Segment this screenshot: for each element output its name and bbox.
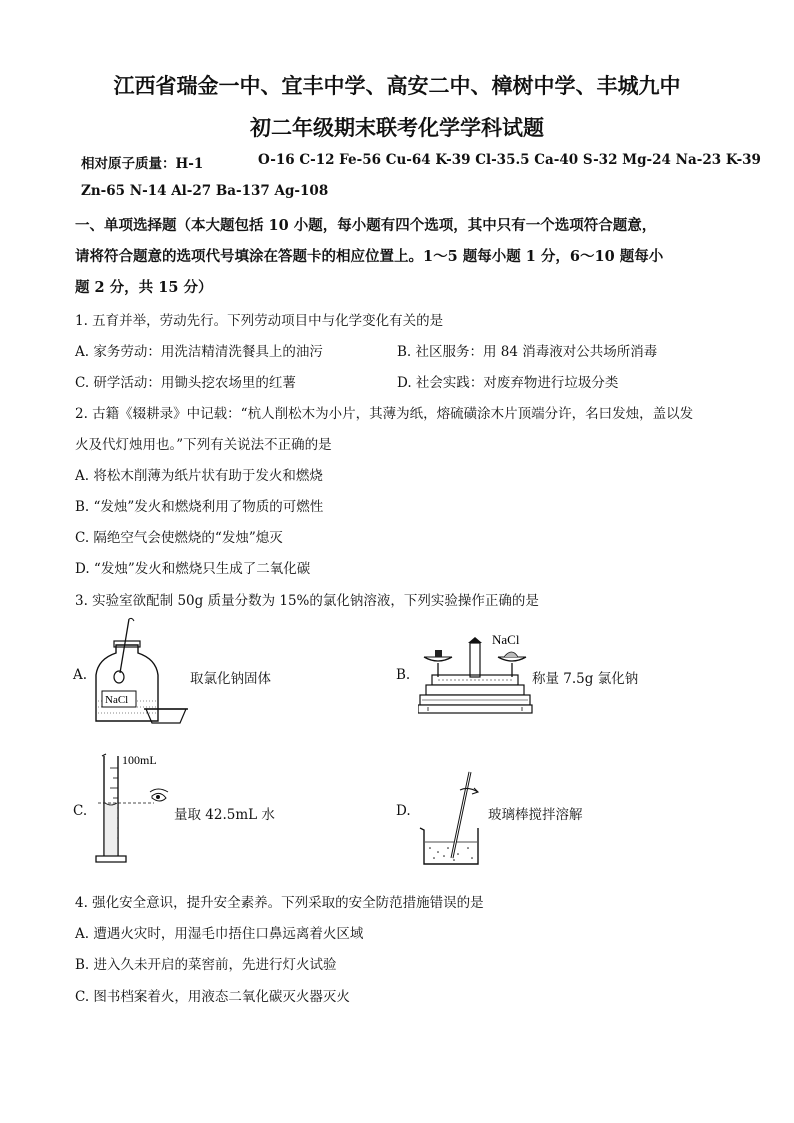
q2-option-a: A. 将松木削薄为纸片状有助于发火和燃烧: [75, 468, 323, 484]
q2-option-d: D. “发烛”发火和燃烧只生成了二氧化碳: [75, 561, 311, 577]
balance-figure: [418, 625, 538, 720]
q3-option-a-letter: A.: [73, 667, 88, 683]
q3-option-d-letter: D.: [396, 803, 411, 819]
q1-option-c: C. 研学活动：用锄头挖农场里的红薯: [75, 375, 296, 391]
exam-title-line1: 江西省瑞金一中、宜丰中学、高安二中、樟树中学、丰城九中: [113, 73, 681, 98]
bottle-label: NaCl: [105, 694, 129, 706]
graduated-cylinder-figure: [92, 748, 182, 868]
q3-option-c-letter: C.: [73, 803, 88, 819]
q4-option-c: C. 图书档案着火，用液态二氧化碳灭火器灭火: [75, 989, 350, 1005]
atomic-mass-line2: Zn-65 N-14 Al-27 Ba-137 Ag-108: [81, 183, 329, 199]
q2-stem-line1: 2. 古籍《辍耕录》中记载：“杭人削松木为小片，其薄为纸，熔硫磺涂木片顶端分许，名曰发烛，盖以发: [75, 406, 694, 422]
beaker-stirring-figure: [414, 766, 494, 870]
q3-option-b-letter: B.: [396, 667, 411, 683]
q3-option-d-caption: 玻璃棒搅拌溶解: [488, 807, 583, 823]
q3-option-b-caption: 称量 7.5g 氯化钠: [532, 671, 639, 687]
q2-option-b: B. “发烛”发火和燃烧利用了物质的可燃性: [75, 499, 324, 515]
reagent-bottle-figure: [88, 615, 193, 730]
q3-option-a-caption: 取氯化钠固体: [190, 671, 271, 687]
q3-option-c-caption: 量取 42.5mL 水: [174, 807, 275, 823]
section1-line1: 一、单项选择题（本大题包括 10 小题，每小题有四个选项，其中只有一个选项符合题意，: [75, 217, 657, 234]
balance-label: NaCl: [492, 632, 520, 647]
q2-stem-line2: 火及代灯烛用也。”下列有关说法不正确的是: [75, 437, 332, 453]
q3-stem: 3. 实验室欲配制 50g 质量分数为 15%的氯化钠溶液，下列实验操作正确的是: [75, 593, 539, 609]
q4-option-b: B. 进入久未开启的菜窖前，先进行灯火试验: [75, 957, 337, 973]
q1-option-d: D. 社会实践：对废弃物进行垃圾分类: [397, 375, 619, 391]
atomic-mass-line1: O-16 C-12 Fe-56 Cu-64 K-39 Cl-35.5 Ca-40 S-32 Mg-24 Na-23 K-39: [258, 152, 761, 168]
q2-option-c: C. 隔绝空气会使燃烧的“发烛”熄灭: [75, 530, 283, 546]
section1-line3: 题 2 分，共 15 分）: [75, 279, 213, 296]
q4-option-a: A. 遭遇火灾时，用湿毛巾捂住口鼻远离着火区域: [75, 926, 364, 942]
atomic-mass-label: 相对原子质量：H-1: [81, 156, 204, 172]
q1-option-b: B. 社区服务：用 84 消毒液对公共场所消毒: [397, 344, 658, 360]
exam-title-line2: 初二年级期末联考化学学科试题: [250, 115, 544, 140]
q1-stem: 1. 五育并举，劳动先行。下列劳动项目中与化学变化有关的是: [75, 313, 444, 329]
q4-stem: 4. 强化安全意识，提升安全素养。下列采取的安全防范措施错误的是: [75, 895, 484, 911]
q1-option-a: A. 家务劳动：用洗洁精清洗餐具上的油污: [75, 344, 323, 360]
cylinder-capacity-label: 100mL: [122, 753, 157, 767]
section1-line2: 请将符合题意的选项代号填涂在答题卡的相应位置上。1～5 题每小题 1 分，6～10 题每小: [75, 248, 664, 265]
